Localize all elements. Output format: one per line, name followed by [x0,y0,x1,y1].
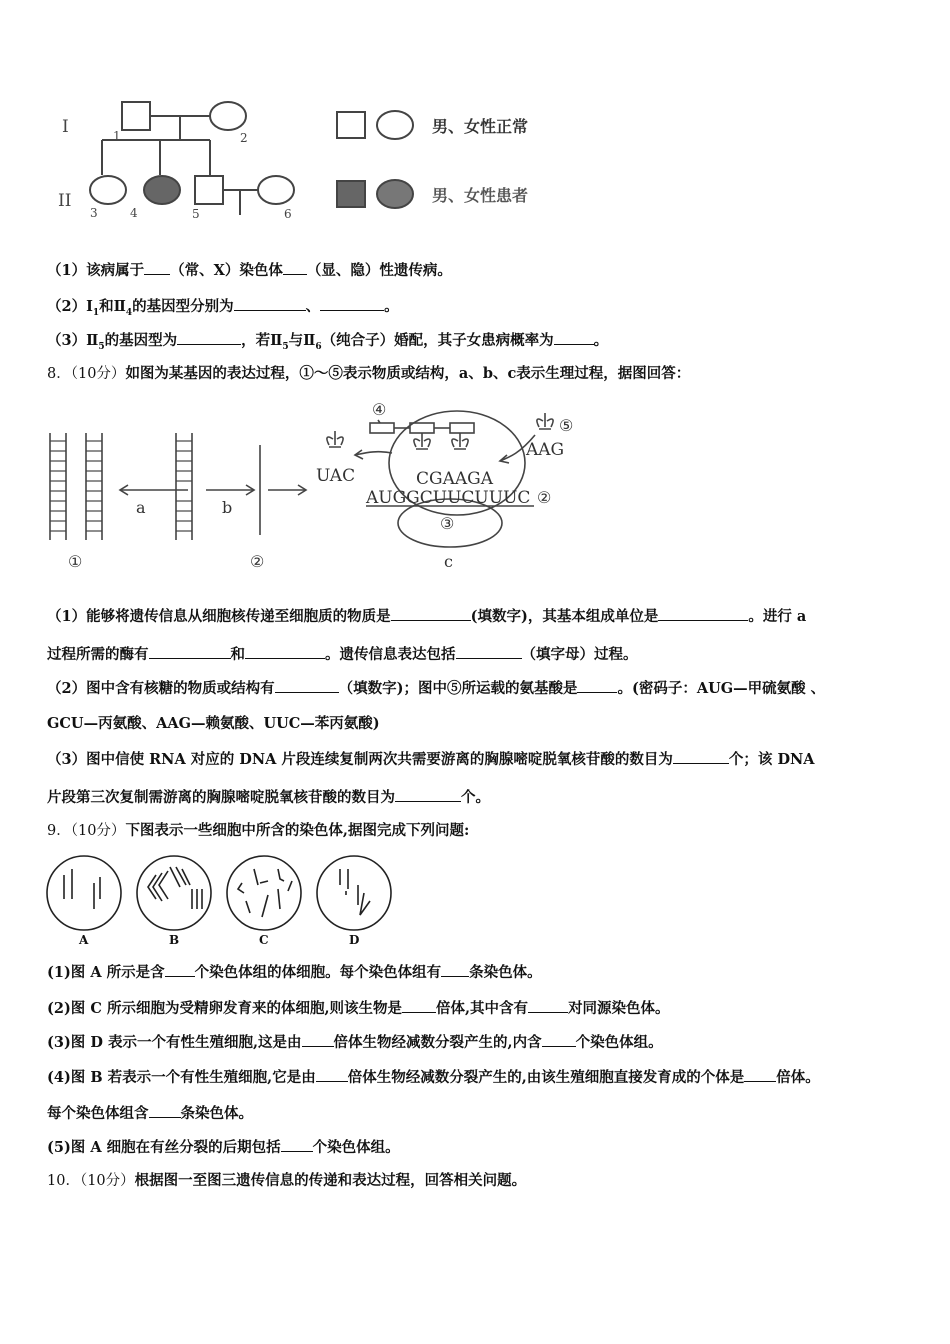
q7-part3: $(3)Ⅱ_5$的基因型为 ，若$Ⅱ_5$与$Ⅱ_6$（纯合子）婚配，其子女患病概率为 。 [47,332,609,352]
q8-part2-line2: GCU—丙氨酸、AAG—赖氨酸、UUC—苯丙氨酸) [47,715,380,732]
id-3: 3 [90,206,98,220]
q8-part3-line2: 片段第三次复制需游离的胸腺嘧啶脱氧核苷酸的数目为 个。 [47,789,490,806]
legend-normal-label: 男、女性正常 [432,117,529,136]
legend-female-normal [377,111,413,139]
individual-I-2 [210,102,246,130]
generation-2-label: II [58,191,72,211]
gene-expression-figure [40,395,600,575]
legend-male-affected [337,181,365,207]
label-circled-5: ⑤ [559,416,574,435]
q8-part3-line1: （3）图中信使 RNA 对应的 DNA 片段连续复制两次共需要游离的胸腺嘧啶脱氧核苷酸的数目为 个；该 DNA [47,751,815,768]
individual-II-5 [195,176,223,204]
label-circled-2-right: ② [537,488,552,507]
dna-ladder-center [176,433,192,540]
individual-I-1 [122,102,150,130]
label-circled-1: ① [68,552,83,571]
cell-D [317,856,391,930]
q8-stem: 8．（10分）如图为某基因的表达过程，①～⑤表示物质或结构，a、b、c表示生理过程，据图回答： [47,365,691,382]
cell-A [47,856,121,930]
legend-affected-label: 男、女性患者 [432,186,529,205]
cell-label-A: A [79,933,89,947]
id-2: 2 [240,131,248,145]
chromosome-cells-figure [42,855,402,950]
cell-label-D: D [349,933,360,947]
dna-ladder-left [50,433,102,540]
individual-II-4 [144,176,180,204]
legend-male-normal [337,112,365,138]
label-circled-2-left: ② [250,552,265,571]
label-b: b [222,498,233,517]
dna-rungs-left [50,441,102,531]
label-circled-4: ④ [372,400,387,419]
id-4: 4 [130,206,138,220]
legend-female-affected [377,180,413,208]
label-circled-3: ③ [440,514,455,533]
cell-label-B: B [169,933,180,947]
label-uac: UAC [316,466,356,486]
q9-stem: 9．（10分）下图表示一些细胞中所含的染色体,据图完成下列问题: [47,822,470,839]
label-c: c [444,552,453,571]
q7-part2: $(2)Ⅰ_1$和$Ⅱ_4$的基因型分别为 、 。 [47,298,399,318]
id-6: 6 [284,207,292,221]
individual-II-6 [258,176,294,204]
q8-part1-line1: （1）能够将遗传信息从细胞核传递至细胞质的物质是 (填数字)，其基本组成单位是 。进行 a [47,608,807,625]
q9-part1: (1)图 A 所示是含 个染色体组的体细胞。每个染色体组有 条染色体。 [47,964,542,981]
q9-part4-line2: 每个染色体组含 条染色体。 [47,1105,253,1122]
id-1: 1 [113,129,121,143]
id-5: 5 [192,207,200,221]
q9-part4-line1: (4)图 B 若表示一个有性生殖细胞,它是由 倍体生物经减数分裂产生的,由该生殖细胞直接发育成的个体是 倍体。 [47,1069,820,1086]
label-mrna-sequence: AUGGCUUCUUUC [366,488,531,508]
pedigree-figure [40,90,600,230]
label-a: a [136,498,146,517]
cell-label-C: C [259,933,269,947]
q9-part2: (2)图 C 所示细胞为受精卵发育来的体细胞,则该生物是 倍体,其中含有 对同源染色体。 [47,1000,670,1017]
generation-1-label: I [62,117,69,137]
individual-II-3 [90,176,126,204]
label-cgaaga: CGAAGA [416,469,493,489]
label-aag: AAG [526,440,565,460]
q8-part2-line1: （2）图中含有核糖的物质或结构有 （填数字)；图中⑤所运载的氨基酸是 。(密码子：AUG—甲硫氨酸 、 [47,680,826,697]
cell-B [137,856,211,930]
q7-part1: （1）该病属于 （常、X）染色体 （显、隐）性遗传病。 [47,262,452,279]
cell-C [227,856,301,930]
q9-part5: (5)图 A 细胞在有丝分裂的后期包括 个染色体组。 [47,1139,400,1156]
q10-stem: 10．（10分）根据图一至图三遗传信息的传递和表达过程，回答相关问题。 [47,1172,527,1189]
q8-part1-line2: 过程所需的酶有 和 。遗传信息表达包括 （填字母）过程。 [47,646,638,663]
q9-part3: (3)图 D 表示一个有性生殖细胞,这是由 倍体生物经减数分裂产生的,内含 个染色体组。 [47,1034,663,1051]
